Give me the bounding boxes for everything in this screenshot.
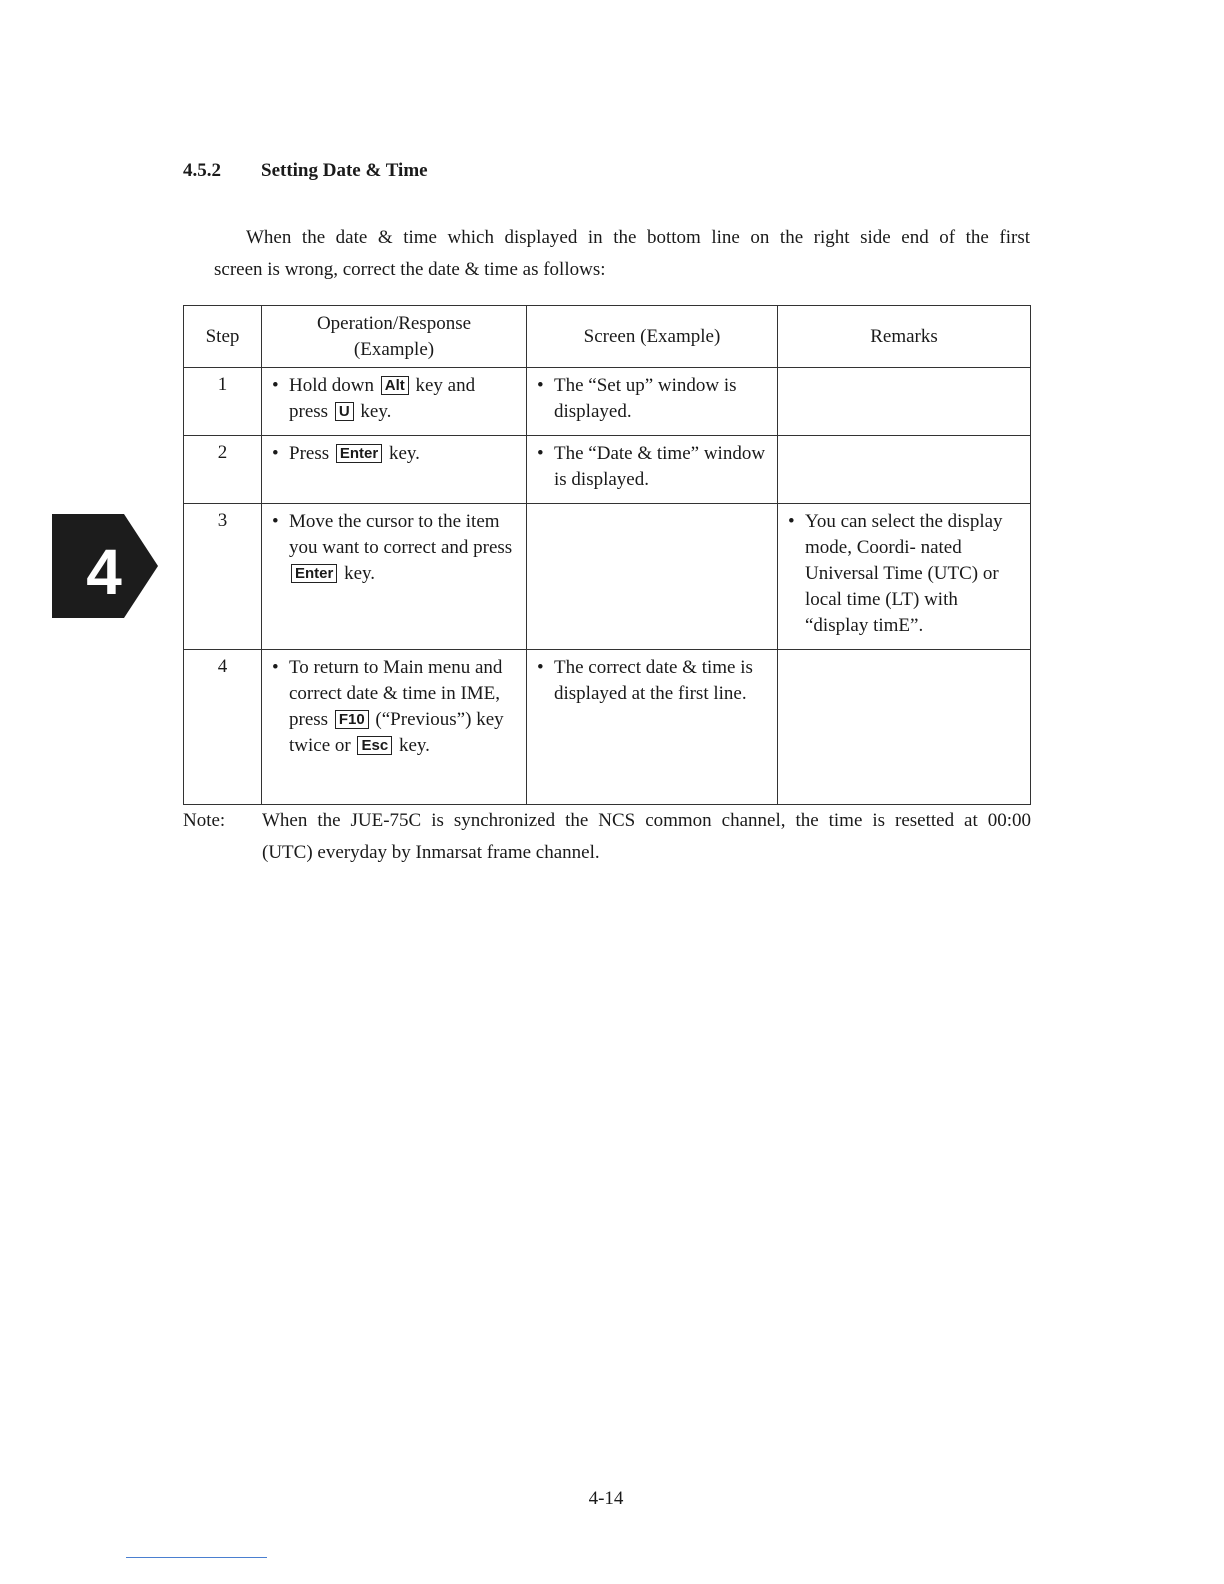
intro-paragraph <box>214 222 1030 286</box>
step-number: 2 <box>184 436 262 504</box>
table-row <box>184 436 1031 504</box>
step-number: 3 <box>184 504 262 650</box>
header-remarks: Remarks <box>778 306 1031 368</box>
note-block <box>183 805 1031 869</box>
remarks-cell: • You can select the display mode, Coordi- nated Universal Time (UTC) or local time (LT) with “display timE”. <box>778 504 1031 650</box>
screen-text: The correct date & time is displayed at the first line. <box>554 657 753 704</box>
operation-text: key. <box>360 401 392 422</box>
operation-cell: • Move the cursor to the item you want to correct and press Enter key. <box>262 504 527 650</box>
note-line-2: (UTC) everyday by Inmarsat frame channel. <box>262 842 600 863</box>
header-operation-line-1: Operation/Response <box>316 312 472 334</box>
alt-key: Alt <box>381 376 409 395</box>
footer-rule <box>126 1557 267 1558</box>
screen-cell: • The “Set up” window is displayed. <box>527 368 778 436</box>
operation-text: key and press <box>289 375 476 422</box>
header-step: Step <box>184 306 262 368</box>
screen-cell: • The “Date & time” window is displayed. <box>527 436 778 504</box>
operation-text: (“Previous”) key twice or <box>289 709 504 756</box>
step-number: 4 <box>184 650 262 805</box>
operation-text: key. <box>344 563 376 584</box>
section-number: 4.5.2 <box>183 160 221 181</box>
chapter-tab <box>52 514 158 618</box>
operation-cell: • To return to Main menu and correct date & time in IME, press F10 (“Previous”) key twice or Esc key. <box>262 650 527 805</box>
operation-text: key. <box>388 443 420 464</box>
header-operation-line-2: (Example) <box>353 338 435 360</box>
enter-key: Enter <box>336 444 382 463</box>
procedure-table <box>183 305 1031 805</box>
operation-text: Hold down <box>289 375 374 396</box>
operation-cell: • Hold down Alt key and press U key. <box>262 368 527 436</box>
esc-key: Esc <box>357 736 392 755</box>
table-row <box>184 368 1031 436</box>
chapter-tab-number: 4 <box>86 536 122 608</box>
intro-line-1: When the date & time which displayed in the bottom line on the right side end of the first <box>246 227 1030 248</box>
screen-cell <box>527 504 778 650</box>
operation-cell: • Press Enter key. <box>262 436 527 504</box>
note-line-1: When the JUE-75C is synchronized the NCS common channel, the time is resetted at 00:00 <box>262 810 1031 831</box>
intro-line-2: screen is wrong, correct the date & time as follows: <box>214 259 606 280</box>
operation-text: To return to Main menu and correct date & time in IME, press <box>289 657 503 730</box>
u-key: U <box>335 402 354 421</box>
f10-key: F10 <box>335 710 369 729</box>
page-number: 4-14 <box>588 1488 624 1509</box>
remarks-cell <box>778 650 1031 805</box>
note-label: Note: <box>183 810 226 831</box>
table-header-row <box>184 306 1031 368</box>
table-row <box>184 650 1031 805</box>
remarks-text: You can select the display mode, Coordi- nated Universal Time (UTC) or local time (LT) with “display timE”. <box>805 511 1003 636</box>
header-operation <box>262 306 527 368</box>
section-heading <box>183 160 428 182</box>
operation-text: Move the cursor to the item you want to correct and press <box>289 511 513 558</box>
enter-key: Enter <box>291 564 337 583</box>
section-title: Setting Date & Time <box>261 160 428 181</box>
step-number: 1 <box>184 368 262 436</box>
table-row <box>184 504 1031 650</box>
screen-cell: • The correct date & time is displayed at the first line. <box>527 650 778 805</box>
remarks-cell <box>778 368 1031 436</box>
screen-text: The “Set up” window is displayed. <box>554 375 737 422</box>
remarks-cell <box>778 436 1031 504</box>
screen-text: The “Date & time” window is displayed. <box>554 443 766 490</box>
operation-text: key. <box>398 735 430 756</box>
header-screen: Screen (Example) <box>527 306 778 368</box>
operation-text: Press <box>289 443 330 464</box>
